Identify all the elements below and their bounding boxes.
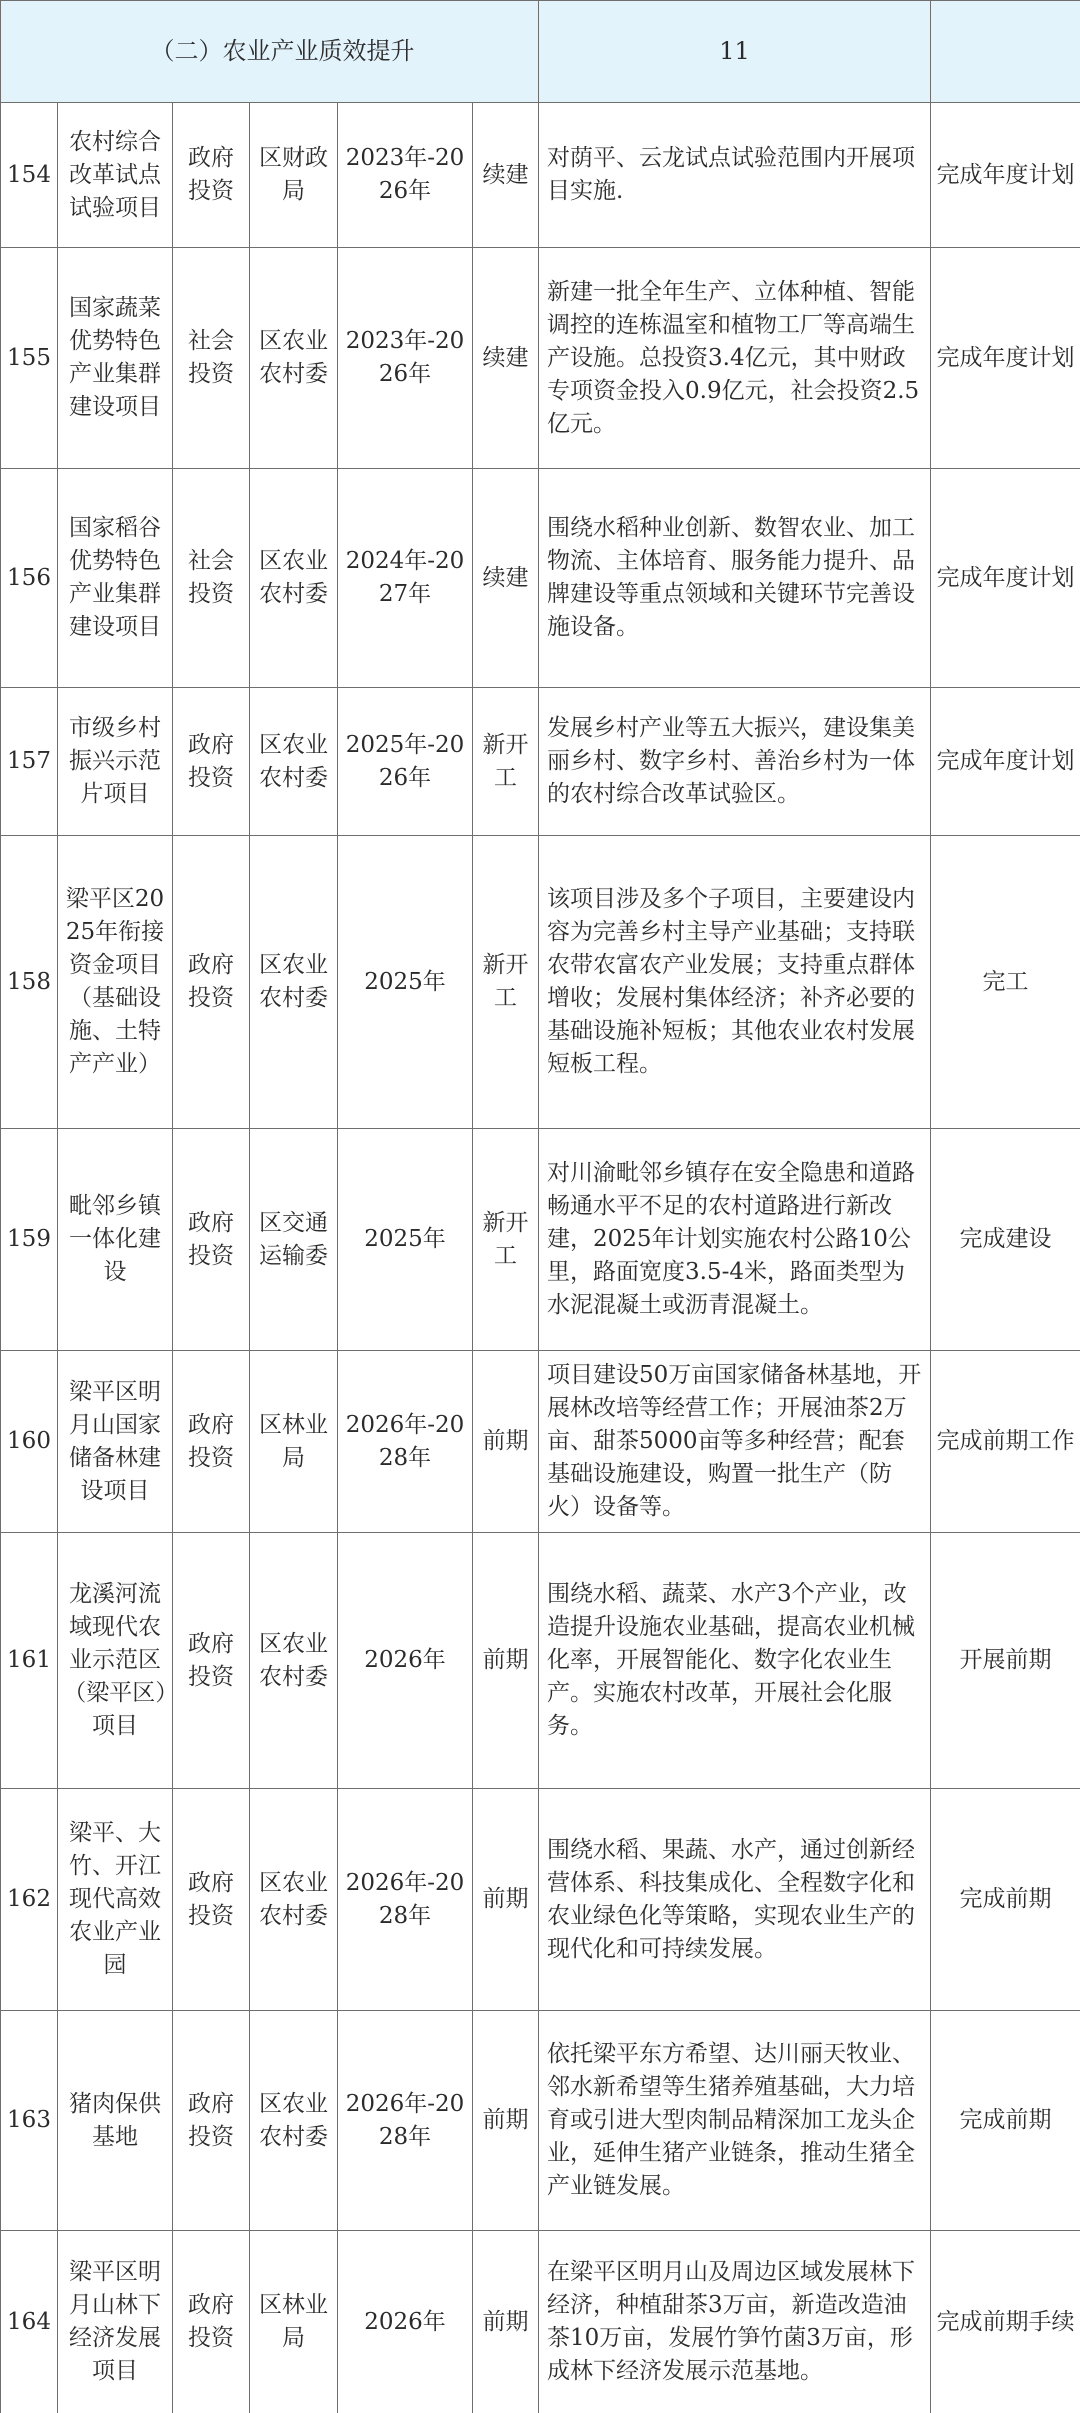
project-name: 梁平、大竹、开江现代高效农业产业园: [58, 1789, 173, 2011]
department: 区交通运输委: [250, 1129, 338, 1351]
project-status: 前期: [473, 1533, 539, 1789]
row-number: 156: [1, 469, 58, 688]
construction-content: 围绕水稻、果蔬、水产，通过创新经营体系、科技集成化、全程数字化和农业绿色化等策略，实现农业生产的现代化和可持续发展。: [539, 1789, 931, 2011]
construction-period: 2025年: [338, 1129, 473, 1351]
project-status: 前期: [473, 1789, 539, 2011]
table-row: [1, 688, 1080, 836]
construction-content: 在梁平区明月山及周边区域发展林下经济，种植甜茶3万亩，新造改造油茶10万亩，发展竹笋竹菌3万亩，形成林下经济发展示范基地。: [539, 2231, 931, 2413]
table-row: [1, 469, 1080, 688]
construction-content: 对川渝毗邻乡镇存在安全隐患和道路畅通水平不足的农村道路进行新改建，2025年计划实施农村公路10公里，路面宽度3.5-4米，路面类型为水泥混凝土或沥青混凝土。: [539, 1129, 931, 1351]
construction-content: 项目建设50万亩国家储备林基地，开展林改培等经营工作；开展油茶2万亩、甜茶5000亩等多种经营；配套基础设施建设，购置一批生产（防火）设备等。: [539, 1351, 931, 1533]
table-row: [1, 248, 1080, 469]
annual-goal: 完成年度计划: [931, 103, 1080, 248]
table-row: [1, 2011, 1080, 2231]
project-status: 续建: [473, 248, 539, 469]
department: 区农业农村委: [250, 688, 338, 836]
department: 区林业局: [250, 2231, 338, 2413]
construction-period: 2023年-2026年: [338, 103, 473, 248]
construction-content: 发展乡村产业等五大振兴，建设集美丽乡村、数字乡村、善治乡村为一体的农村综合改革试验区。: [539, 688, 931, 836]
row-number: 164: [1, 2231, 58, 2413]
row-number: 158: [1, 836, 58, 1129]
construction-period: 2025年: [338, 836, 473, 1129]
annual-goal: 完成前期: [931, 2011, 1080, 2231]
department: 区农业农村委: [250, 1533, 338, 1789]
construction-content: 依托梁平东方希望、达川丽天牧业、邻水新希望等生猪养殖基础，大力培育或引进大型肉制品精深加工龙头企业，延伸生猪产业链条，推动生猪全产业链发展。: [539, 2011, 931, 2231]
construction-content: 围绕水稻、蔬菜、水产3个产业，改造提升设施农业基础，提高农业机械化率，开展智能化、数字化农业生产。实施农村改革，开展社会化服务。: [539, 1533, 931, 1789]
construction-period: 2026年: [338, 1533, 473, 1789]
project-status: 续建: [473, 103, 539, 248]
row-number: 160: [1, 1351, 58, 1533]
department: 区农业农村委: [250, 1789, 338, 2011]
investment-type: 政府投资: [173, 2231, 250, 2413]
department: 区农业农村委: [250, 2011, 338, 2231]
project-name: 农村综合改革试点试验项目: [58, 103, 173, 248]
project-status: 续建: [473, 469, 539, 688]
department: 区财政局: [250, 103, 338, 248]
construction-period: 2026年: [338, 2231, 473, 2413]
department: 区农业农村委: [250, 469, 338, 688]
section-count: 11: [539, 1, 931, 103]
investment-type: 政府投资: [173, 2011, 250, 2231]
project-status: 前期: [473, 1351, 539, 1533]
construction-period: 2025年-2026年: [338, 688, 473, 836]
department: 区农业农村委: [250, 248, 338, 469]
row-number: 157: [1, 688, 58, 836]
table-row: [1, 2231, 1080, 2413]
investment-type: 政府投资: [173, 103, 250, 248]
section-title: （二）农业产业质效提升: [1, 1, 539, 103]
annual-goal: 开展前期: [931, 1533, 1080, 1789]
construction-period: 2026年-2028年: [338, 1351, 473, 1533]
table-row: [1, 1533, 1080, 1789]
project-name: 梁平区明月山林下经济发展项目: [58, 2231, 173, 2413]
annual-goal: 完成前期手续: [931, 2231, 1080, 2413]
annual-goal: 完工: [931, 836, 1080, 1129]
row-number: 159: [1, 1129, 58, 1351]
annual-goal: 完成年度计划: [931, 688, 1080, 836]
row-number: 162: [1, 1789, 58, 2011]
project-name: 国家稻谷优势特色产业集群建设项目: [58, 469, 173, 688]
investment-type: 政府投资: [173, 836, 250, 1129]
project-status: 新开工: [473, 688, 539, 836]
investment-type: 政府投资: [173, 1351, 250, 1533]
table-row: [1, 1789, 1080, 2011]
row-number: 155: [1, 248, 58, 469]
investment-type: 社会投资: [173, 469, 250, 688]
table-row: [1, 836, 1080, 1129]
construction-content: 围绕水稻种业创新、数智农业、加工物流、主体培育、服务能力提升、品牌建设等重点领域和关键环节完善设施设备。: [539, 469, 931, 688]
construction-period: 2023年-2026年: [338, 248, 473, 469]
row-number: 163: [1, 2011, 58, 2231]
construction-content: 该项目涉及多个子项目，主要建设内容为完善乡村主导产业基础；支持联农带农富农产业发展；支持重点群体增收；发展村集体经济；补齐必要的基础设施补短板；其他农业农村发展短板工程。: [539, 836, 931, 1129]
construction-period: 2026年-2028年: [338, 1789, 473, 2011]
construction-period: 2026年-2028年: [338, 2011, 473, 2231]
construction-content: 新建一批全年生产、立体种植、智能调控的连栋温室和植物工厂等高端生产设施。总投资3.4亿元，其中财政专项资金投入0.9亿元，社会投资2.5亿元。: [539, 248, 931, 469]
table-row: [1, 1351, 1080, 1533]
annual-goal: 完成前期: [931, 1789, 1080, 2011]
project-name: 梁平区2025年衔接资金项目（基础设施、土特产产业）: [58, 836, 173, 1129]
table-row: [1, 1129, 1080, 1351]
investment-type: 政府投资: [173, 1533, 250, 1789]
investment-type: 政府投资: [173, 1789, 250, 2011]
annual-goal: 完成年度计划: [931, 469, 1080, 688]
investment-type: 政府投资: [173, 688, 250, 836]
investment-type: 社会投资: [173, 248, 250, 469]
annual-goal: 完成建设: [931, 1129, 1080, 1351]
row-number: 161: [1, 1533, 58, 1789]
project-name: 国家蔬菜优势特色产业集群建设项目: [58, 248, 173, 469]
project-status: 新开工: [473, 836, 539, 1129]
project-status: 前期: [473, 2011, 539, 2231]
row-number: 154: [1, 103, 58, 248]
project-name: 龙溪河流域现代农业示范区（梁平区）项目: [58, 1533, 173, 1789]
annual-goal: 完成前期工作: [931, 1351, 1080, 1533]
section-empty-cell: [931, 1, 1080, 103]
construction-period: 2024年-2027年: [338, 469, 473, 688]
department: 区农业农村委: [250, 836, 338, 1129]
project-name: 梁平区明月山国家储备林建设项目: [58, 1351, 173, 1533]
construction-content: 对荫平、云龙试点试验范围内开展项目实施.: [539, 103, 931, 248]
section-header-row: [1, 1, 1080, 103]
department: 区林业局: [250, 1351, 338, 1533]
project-name: 毗邻乡镇一体化建设: [58, 1129, 173, 1351]
investment-type: 政府投资: [173, 1129, 250, 1351]
project-name: 猪肉保供基地: [58, 2011, 173, 2231]
table-body: [1, 1, 1080, 2413]
project-status: 前期: [473, 2231, 539, 2413]
table-row: [1, 103, 1080, 248]
project-name: 市级乡村振兴示范片项目: [58, 688, 173, 836]
annual-goal: 完成年度计划: [931, 248, 1080, 469]
project-status: 新开工: [473, 1129, 539, 1351]
